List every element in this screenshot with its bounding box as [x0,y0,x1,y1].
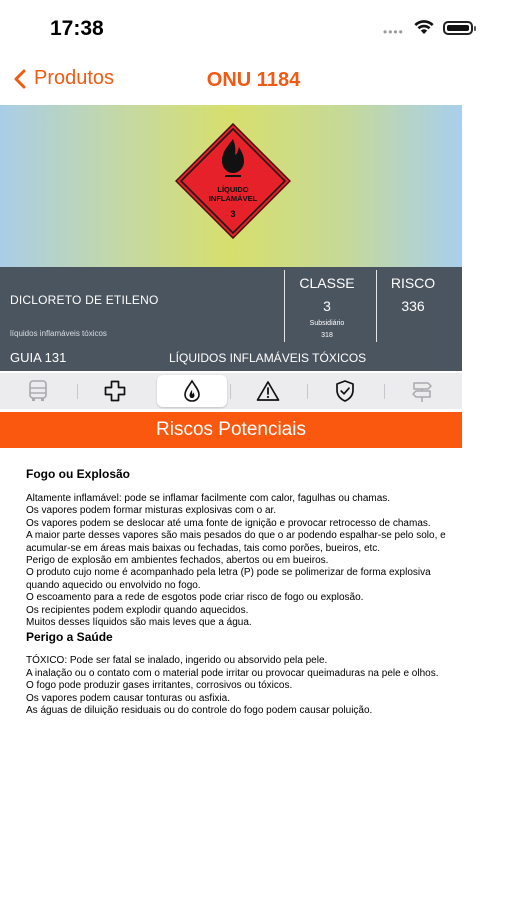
product-subtitle: líquidos inflamáveis tóxicos [10,329,107,338]
tab-directions[interactable] [387,375,457,407]
status-bar [0,0,507,60]
health-line: As águas de diluição residuais ou do controle do fogo podem causar poluição. [26,705,373,717]
signpost-icon [410,379,434,403]
hazard-placard-banner [0,105,462,267]
section-header: Riscos Potenciais [0,412,462,448]
subsidiario-label: Subsidiário [309,320,345,327]
tab-separator [77,384,78,399]
page-title: ONU 1184 [206,69,301,91]
tab-protection[interactable] [310,375,380,407]
fire-line: Perigo de explosão em ambientes fechados, abertos ou em bueiros. [26,555,329,567]
fire-line: O escoamento para a rede de esgotos pode criar risco de fogo ou explosão. [26,592,364,604]
fire-heading: Fogo ou Explosão [26,467,130,481]
subsidiario-value: 318 [321,332,333,339]
tab-separator [384,384,385,399]
navigation-bar [0,60,507,105]
warning-triangle-icon [256,380,280,402]
tab-warnings[interactable] [233,375,303,407]
divider [284,270,285,342]
truck-icon [27,379,49,403]
health-text [26,655,446,717]
fire-line: Altamente inflamável: pode se inflamar facilmente com calor, fagulhas ou chamas. [26,493,391,504]
battery-icon [443,21,473,35]
risco-label: RISCO [390,275,436,291]
first-aid-cross-icon [103,379,127,403]
product-info-panel [0,267,462,371]
fire-line: O produto cujo nome é acompanhado pela letra (P) pode se polimerizar de forma explosiva quando aquecido ou envolvido no fogo. [26,567,431,591]
guide-number: GUIA 131 [10,350,67,365]
fire-drop-icon [181,379,203,403]
risks-content [26,466,446,718]
classe-value: 3 [323,298,331,314]
tab-first-aid[interactable] [80,375,150,407]
health-line: A inalação ou o contato com o material pode irritar ou provocar queimaduras na pele e olhos. [26,667,439,679]
health-line: O fogo pode produzir gases irritantes, corrosivos ou tóxicos. [26,680,293,692]
classe-label: CLASSE [299,275,355,291]
placard-line1: LÍQUIDO [217,185,249,194]
tab-transport[interactable] [3,375,73,407]
fire-text [26,493,446,629]
fire-line: Os vapores podem formar misturas explosivas com o ar. [26,505,277,517]
fire-line: Muitos desses líquidos são mais leves que a água. [26,617,252,629]
risco-value: 336 [401,298,425,314]
health-heading: Perigo a Saúde [26,630,113,645]
fire-line: Os vapores podem se deslocar até uma fonte de ignição e provocar retrocesso de chamas. [26,517,431,529]
wifi-icon [414,19,434,40]
tab-potential-risks[interactable] [157,375,227,407]
tab-separator [307,384,308,399]
back-button-label: Produtos [34,67,115,89]
fire-line: Os recipientes podem explodir quando aquecidos. [26,604,249,616]
guide-title: LÍQUIDOS INFLAMÁVEIS TÓXICOS [169,351,367,365]
flammable-liquid-placard [175,123,291,239]
shield-check-icon [334,379,356,403]
fire-line: A maior parte desses vapores são mais pesados do que o ar podendo espalhar-se pelo solo, e acumular-se em áreas mais baixas ou fechadas, tais como porões, bueiros, etc. [26,530,446,554]
segmented-tab-bar [0,373,462,409]
tab-separator [230,384,231,399]
divider [376,270,377,342]
placard-class-number: 3 [230,209,236,219]
status-time: 17:38 [50,17,104,40]
health-line: TÓXICO: Pode ser fatal se inalado, ingerido ou absorvido pela pele. [26,655,328,667]
signal-dots-icon: •••• [383,25,404,39]
health-line: Os vapores podem causar tonturas ou asfixia. [26,692,230,704]
product-name: DICLORETO DE ETILENO [10,293,159,307]
placard-line2: INFLAMÁVEL [208,194,258,203]
